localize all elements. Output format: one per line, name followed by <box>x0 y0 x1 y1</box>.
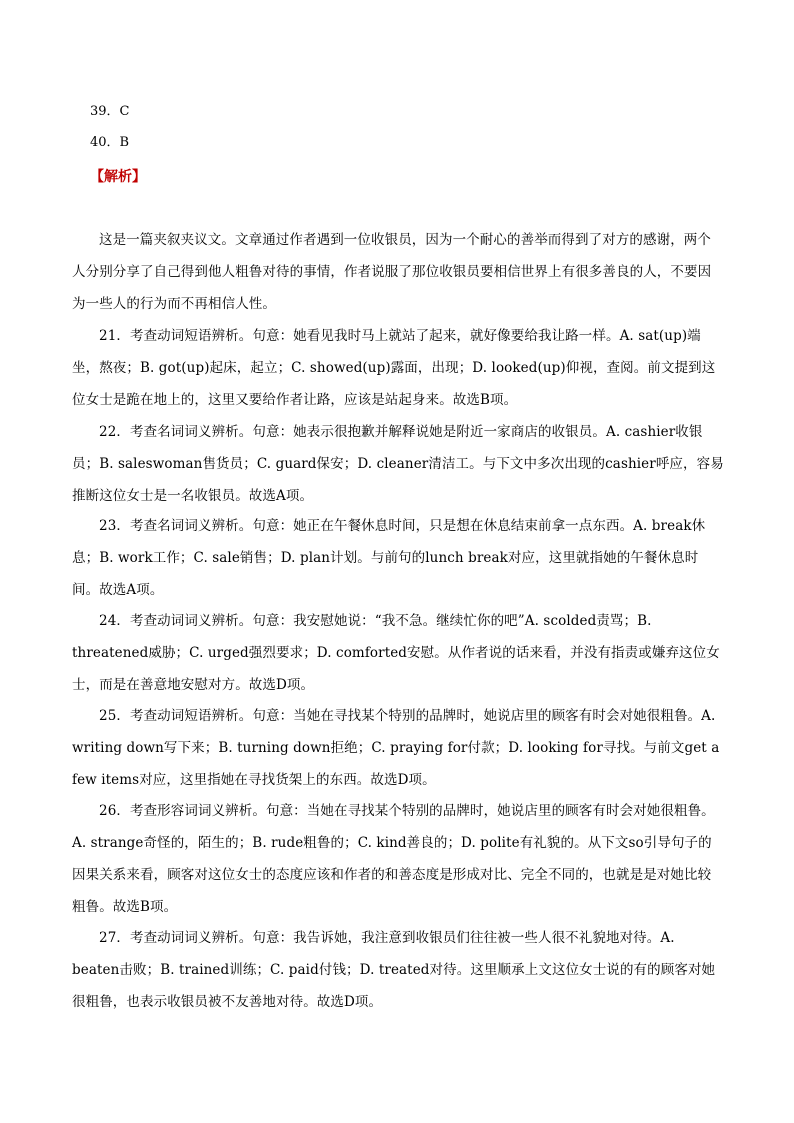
explanation-24: 24．考查动词词义辨析。句意：我安慰她说：“我不急。继续忙你的吧”A. scolded责骂；B. threatened威胁；C. urged强烈要求；D. comforted安慰。从作者说的话来看，并没有指责或嫌弃这位女士，而是在善意地安慰对方。故选D项。 <box>72 613 720 693</box>
explanation-27: 27．考查动词词义辨析。句意：我告诉她，我注意到收银员们往往被一些人很不礼貌地对待。A. beaten击败；B. trained训练；C. paid付钱；D. treated对待。这里顺承上文这位女士说的有的顾客对她很粗鲁，也表示收银员被不友善地对待。故选D项。 <box>72 930 716 1010</box>
summary-paragraph: 这是一篇夹叙夹议文。文章通过作者遇到一位收银员，因为一个耐心的善举而得到了对方的感谢，两个人分别分享了自己得到他人粗鲁对待的事情，作者说服了那位收银员要相信世界上有很多善良的人，不要因为一些人的行为而不再相信人性。 <box>72 232 712 312</box>
answer-39: 39．C <box>90 104 130 119</box>
explanation-23: 23．考查名词词义辨析。句意：她正在午餐休息时间，只是想在休息结束前拿一点东西。A. break休息；B. work工作；C. sale销售；D. plan计划。与前句的lunch break对应，这里就指她的午餐休息时间。故选A项。 <box>72 518 706 598</box>
explanation-22: 22．考查名词词义辨析。句意：她表示很抱歉并解释说她是附近一家商店的收银员。A. cashier收银员；B. saleswoman售货员；C. guard保安；D. cleaner清洁工。与下文中多次出现的cashier呼应，容易推断这位女士是一名收银员。故选A项。 <box>72 424 724 504</box>
explanation-25: 25．考查动词短语辨析。句意：当她在寻找某个特别的品牌时，她说店里的顾客有时会对她很粗鲁。A. writing down写下来；B. turning down拒绝；C. praying for付款；D. looking for寻找。与前文get a few items对应，这里指她在寻找货架上的东西。故选D项。 <box>72 708 720 788</box>
explanation-26: 26．考查形容词词义辨析。句意：当她在寻找某个特别的品牌时，她说店里的顾客有时会对她很粗鲁。A. strange奇怪的，陌生的；B. rude粗鲁的；C. kind善良的；D. polite有礼貌的。从下文so引导句子的因果关系来看，顾客对这位女士的态度应该和作者的和善态度是形成对比、完全不同的，也就是是对她比较粗鲁。故选B项。 <box>72 803 715 915</box>
answer-40: 40．B <box>90 135 130 150</box>
explanation-21: 21．考查动词短语辨析。句意：她看见我时马上就站了起来，就好像要给我让路一样。A. sat(up)端坐，熬夜；B. got(up)起床，起立；C. showed(up)露面，出现；D. looked(up)仰视，查阅。前文提到这位女士是跪在地上的，这里又要给作者让路，应该是站起身来。故选B项。 <box>72 328 716 408</box>
analysis-heading: 【解析】 <box>90 169 146 185</box>
